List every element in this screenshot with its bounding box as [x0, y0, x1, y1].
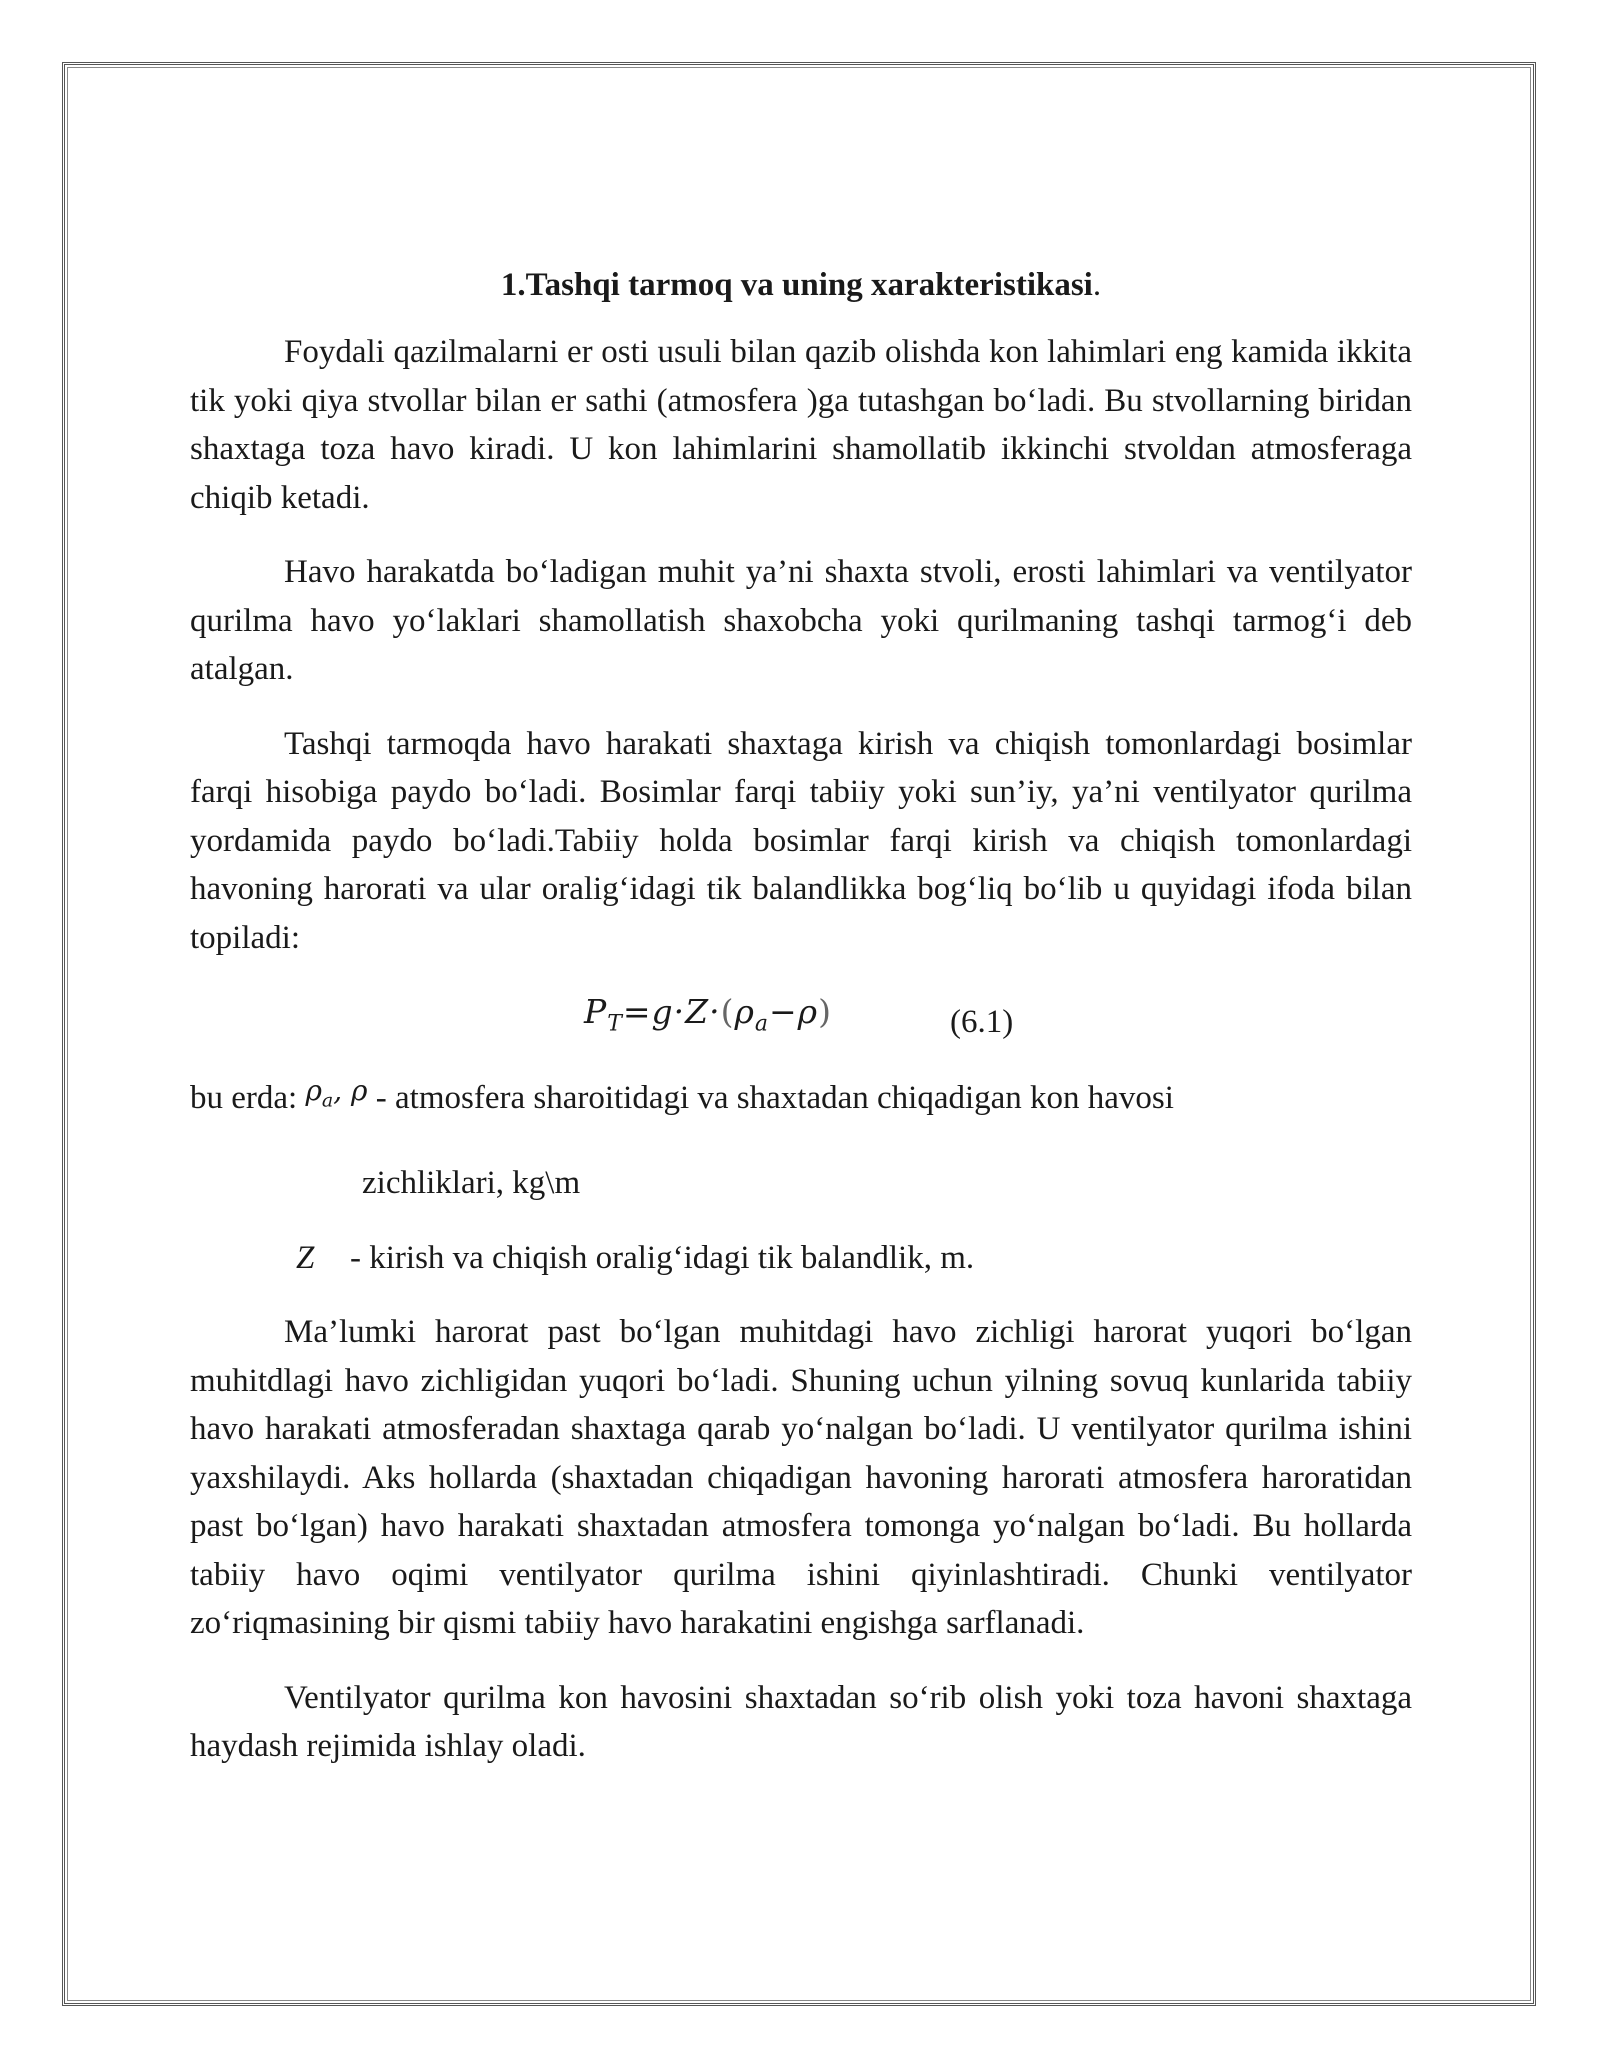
paragraph-2: Havo harakatda bo‘ladigan muhit ya’ni shaxta stvoli, erosti lahimlari va ventilyator qurilma havo yo‘laklari shamollatish shaxobcha yoki qurilmaning tashqi tarmog‘i deb atalgan.: [190, 554, 1412, 687]
section-title: 1.Tashqi tarmoq va uning xarakteristikasi.: [500, 267, 1102, 303]
paragraph-1: Foydali qazilmalarni er osti usuli bilan qazib olishda kon lahimlari eng kamida ikkita tik yoki qiya stvollar bilan er sathi (atmosfera )ga tutashgan bo‘ladi. Bu stvollarning biridan shaxtaga toza havo kiradi. U kon lahimlarini shamollatib ikkinchi stvoldan atmosferaga chiqib ketadi.: [190, 334, 1412, 516]
formula-expression: $P_T=g\cdot Z\cdot(\rho_a-\rho)$: [584, 992, 832, 1037]
definition-rho-units: zichliklari, kg\m: [362, 1165, 581, 1202]
formula-6-1: [190, 988, 1412, 1048]
definition-z: Z - kirish va chiqish oralig‘idagi tik balandlik, m.: [296, 1239, 975, 1276]
definition-rho: bu erda: $^{\rho_a, \rho}$ - atmosfera sharoitidagi va shaxtadan chiqadigan kon havosi: [190, 1074, 1174, 1116]
paragraph-3: Tashqi tarmoqda havo harakati shaxtaga kirish va chiqish tomonlardagi bosimlar farqi hisobiga paydo bo‘ladi. Bosimlar farqi tabiiy yoki sun’iy, ya’ni ventilyator qurilma yordamida paydo bo‘ladi.Tabiiy holda bosimlar farqi kirish va chiqish tomonlardagi havoning harorati va ular oralig‘idagi tik balandlikka bog‘liq bo‘lib u quyidagi ifoda bilan topiladi:: [190, 725, 1412, 956]
paragraph-5: Ventilyator qurilma kon havosini shaxtadan so‘rib olish yoki toza havoni shaxtaga haydash rejimida ishlay oladi.: [190, 1679, 1412, 1765]
document-body: [190, 258, 1412, 1797]
paragraph-4: Ma’lumki harorat past bo‘lgan muhitdagi havo zichligi harorat yuqori bo‘lgan muhitdlagi havo zichligidan yuqori bo‘ladi. Shuning uchun yilning sovuq kunlarida tabiiy havo harakati atmosferadan shaxtaga qarab yo‘nalgan bo‘ladi. U ventilyator qurilma ishini yaxshilaydi. Aks hollarda (shaxtadan chiqadigan havoning harorati atmosfera haroratidan past bo‘lgan) havo harakati shaxtadan atmosfera tomonga yo‘nalgan bo‘ladi. Bu hollarda tabiiy havo oqimi ventilyator qurilma ishini qiyinlashtiradi. Chunki ventilyator zo‘riqmasining bir qismi tabiiy havo harakatini engishga sarflanadi.: [190, 1314, 1412, 1642]
equation-number: (6.1): [950, 1004, 1014, 1040]
